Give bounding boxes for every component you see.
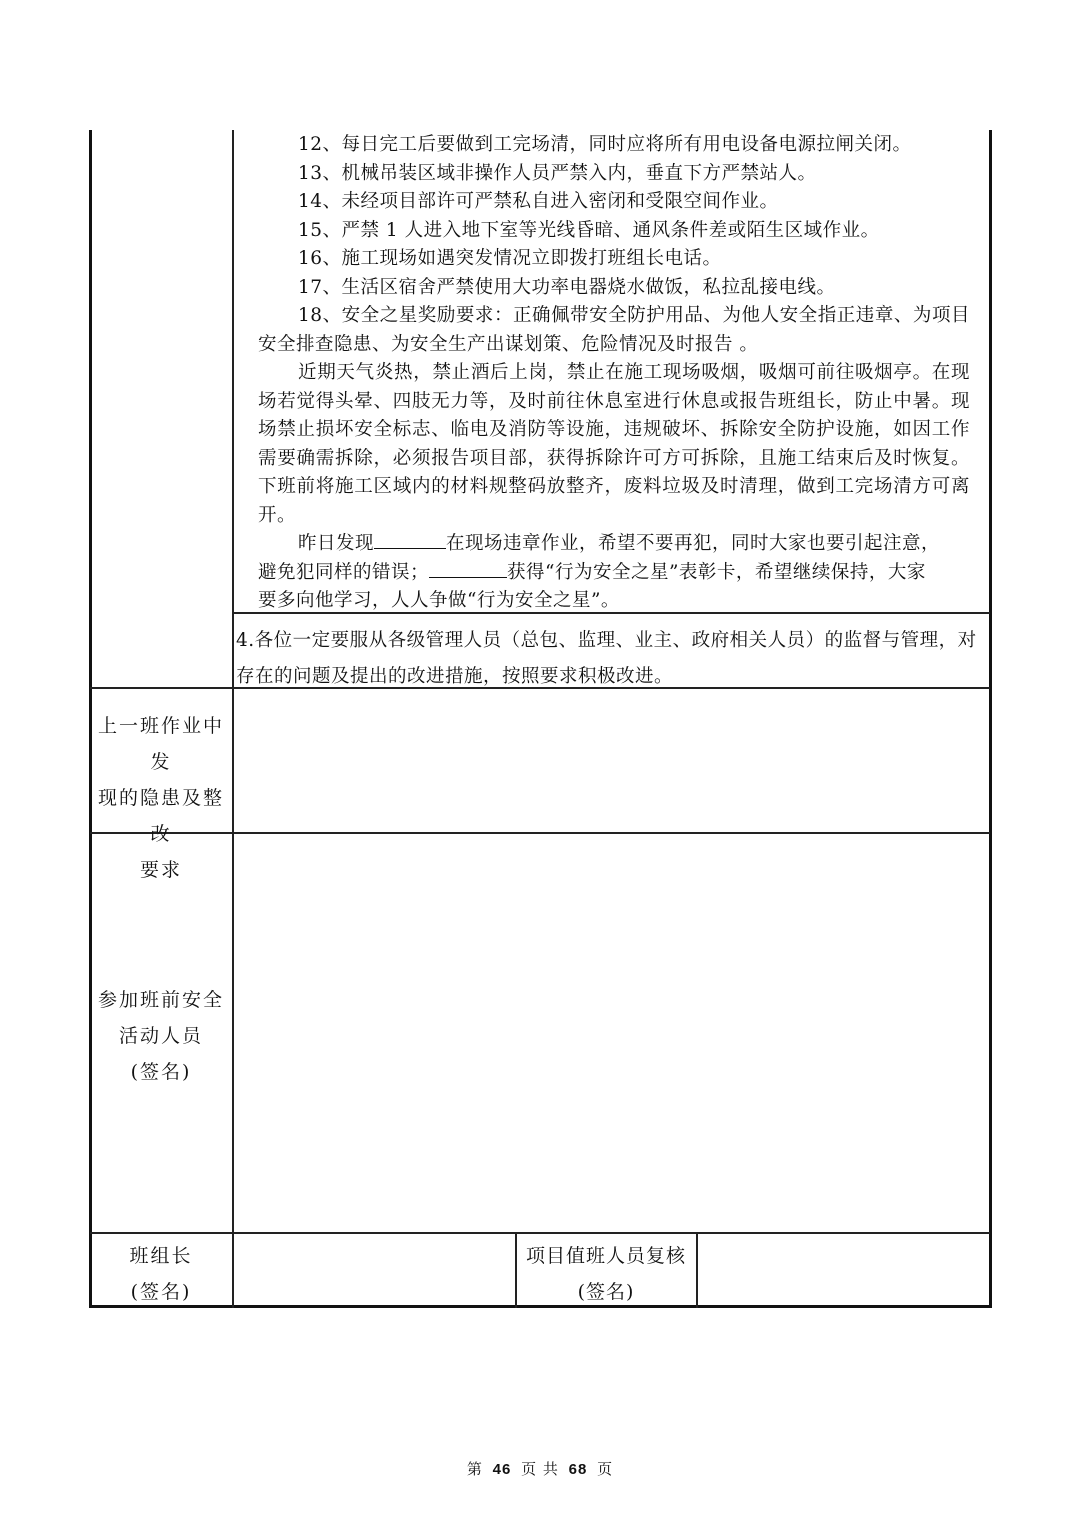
weather-paragraph: 近期天气炎热，禁止酒后上岗，禁止在施工现场吸烟，吸烟可前往吸烟亭。在现场若觉得头晕、四肢无力等，及时前往休息室进行休息或报告班组长，防止中暑。现场禁止损坏安全标志、临电及消防等设施，违规破坏、拆除安全防护设施，如因工作需要确需拆除，必须报告项目部，获得拆除许可方可拆除，且施工结束后及时恢复。下班前将施工区域内的材料规整码放整齐，废料垃圾及时清理，做到工完场清方可离开。 (258, 362, 970, 526)
yesterday-found-label: 昨日发现 (298, 533, 375, 554)
rule-12: 12、每日完工后要做到工完场清，同时应将所有用电设备电源拉闸关闭。 (298, 134, 912, 155)
attendees-label (90, 982, 232, 1090)
star-name-blank[interactable] (429, 559, 507, 578)
hazards-label-line-2: 现的隐患及整改 (97, 787, 224, 845)
rule-16: 16、施工现场如遇突发情况立即拨打班组长电话。 (298, 248, 722, 269)
rule-13: 13、机械吊装区域非操作人员严禁入内，垂直下方严禁站人。 (298, 162, 817, 184)
rule-15: 15、严禁 1 人进入地下室等光线昏暗、通风条件差或陌生区域作业。 (298, 219, 880, 241)
rule-18: 18、安全之星奖励要求：正确佩带安全防护用品、为他人安全指正违章、为项目安全排查隐患、为安全生产出谋划策、危险情况及时报告 。 (258, 305, 970, 355)
attendees-label-line-2: 活动人员 (118, 1025, 203, 1047)
attendees-label-line-1: 参加班前安全 (97, 989, 224, 1011)
duty-review-label-line-1: 项目值班人员复核 (525, 1245, 686, 1267)
hazards-label (90, 708, 232, 888)
yesterday-line-2 (258, 559, 970, 588)
footer-mid: 页 共 (521, 1460, 559, 1478)
avoid-error-text: 避免犯同样的错误； (258, 561, 430, 583)
hazards-content-cell[interactable] (234, 689, 990, 831)
footer-page-number: 46 (492, 1461, 512, 1478)
hazards-label-line-1: 上一班作业中发 (97, 715, 224, 773)
duty-review-label-line-2: (签名) (577, 1281, 635, 1303)
footer-total-pages: 68 (568, 1461, 588, 1478)
page-footer (0, 1458, 1080, 1479)
team-leader-signature-cell[interactable] (234, 1234, 514, 1306)
team-leader-label-line-1: 班组长 (129, 1245, 193, 1267)
yesterday-line-3: 要多向他学习，人人争做“行为安全之星”。 (258, 590, 620, 611)
rule-17: 17、生活区宿舍严禁使用大功率电器烧水做饭，私拉乱接电线。 (298, 276, 836, 298)
hazards-label-line-3: 要求 (139, 859, 182, 881)
footer-prefix: 第 (466, 1460, 483, 1478)
attendees-signature-cell[interactable] (234, 834, 990, 1231)
violator-name-blank[interactable] (374, 530, 446, 549)
duty-review-label (516, 1238, 696, 1310)
item-4-supervision: 4.各位一定要服从各级管理人员（总包、监理、业主、政府相关人员）的监督与管理，对存在的问题及提出的改进措施，按照要求积极改进。 (236, 630, 977, 687)
star-award-text: 获得“行为安全之星”表彰卡，希望继续保持，大家 (507, 561, 926, 583)
yesterday-violation-text: 在现场违章作业，希望不要再犯，同时大家也要引起注意， (446, 533, 941, 554)
attendees-label-line-3: (签名) (130, 1061, 192, 1083)
rule-14: 14、未经项目部许可严禁私自进入密闭和受限空间作业。 (298, 191, 779, 212)
duty-review-signature-cell[interactable] (698, 1234, 990, 1306)
safety-rules (258, 131, 970, 616)
footer-suffix: 页 (597, 1460, 614, 1478)
yesterday-line-1 (258, 530, 970, 559)
team-leader-label (90, 1238, 232, 1310)
team-leader-label-line-2: (签名) (130, 1281, 192, 1303)
